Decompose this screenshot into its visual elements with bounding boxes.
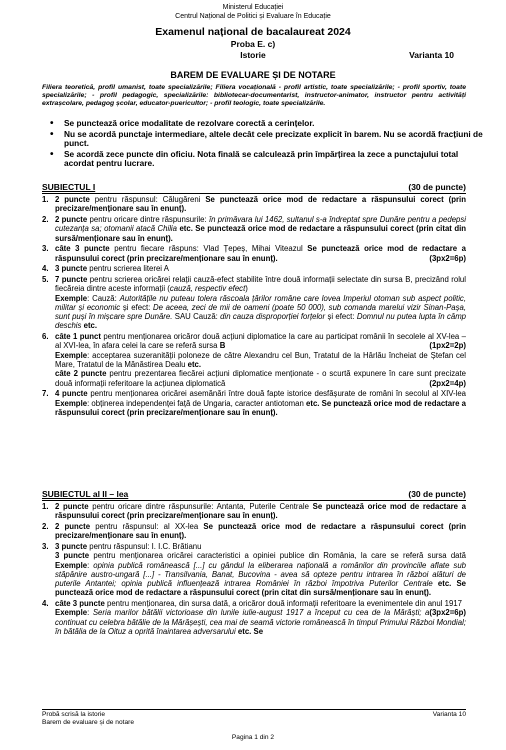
item-text: : acceptarea suzeranității poloneze de către Alexandru cel Bun, Tratatul de la Hârlău încheiat de Ștefan cel Mare, Tratatul de la Mănăstirea Dealu	[55, 350, 466, 369]
item-note: Se punctează orice mod de redactare a răspunsului corect (prin precizare/menționare sau în enunț).	[55, 521, 466, 541]
item-text: pentru menționarea oricărei asemănări între două fapte istorice desfășurate de români în secolul al XIV-lea	[87, 389, 467, 399]
item-text: pentru prezentarea fiecărei acțiuni diplomatice menționate - o scurtă expunere în care sunt precizate două informații referitoare la acțiunea diplomatică	[55, 369, 466, 388]
item-text: pentru menționarea oricărei caracteristici a opiniei publice din România, la care se referă sursa dată	[89, 551, 466, 561]
barem-title: BAREM DE EVALUARE ȘI DE NOTARE	[170, 70, 336, 80]
example-label: Exemple	[55, 608, 88, 618]
item-points: câte 3 puncte	[55, 244, 110, 254]
list-item	[42, 522, 466, 541]
item-text: )	[245, 284, 248, 294]
exam-proba: Proba E. c)	[230, 39, 276, 49]
item-points: 3 puncte	[55, 541, 88, 551]
item-points: 2 puncte	[55, 502, 89, 511]
item-quote: cauză, respectiv efect	[169, 284, 246, 294]
item-score: (3px2=6p)	[429, 253, 466, 263]
item-text: pentru menționarea oricăror două acțiuni diplomatice la care au participat românii în secolele al XV-lea – al XVI-lea, în afara celei la care se referă sursa	[55, 332, 466, 351]
item-quote: din cauza disproporției forțelor	[220, 312, 326, 322]
item-quote: De aceea, zeci de mii de oameni (poate 50 000), sub comanda marelui vizir Sinan-Pașa, sunt puși în mișcare spre Dunăre.	[55, 302, 467, 322]
list-item	[42, 195, 466, 214]
item-note: Se punctează orice mod de redactare a răspunsului corect (prin precizare/menționare sau în enunț).	[55, 502, 466, 521]
list-item	[42, 502, 466, 521]
item-number: 4.	[42, 599, 49, 609]
item-points: câte 2 puncte	[55, 369, 107, 379]
footer-exam: Probă scrisă la istorie	[42, 711, 106, 718]
item-note: Se punctează orice mod de redactare a răspunsului corect (prin precizare/menționare sau în enunț).	[55, 195, 466, 214]
item-example	[55, 351, 466, 370]
example-label: Exemple	[55, 560, 88, 570]
item-points: 4 puncte	[55, 389, 88, 399]
item-number: 3.	[42, 244, 49, 254]
item-number: 4.	[42, 264, 49, 274]
item-points: 2 puncte	[55, 195, 90, 204]
item-quote: în primăvara lui 1462, sultanul s-a îndreptat spre Dunăre pentru a pedepsi cutezanța sa	[55, 214, 466, 234]
item-quote: opinia publică românească [...] cu gândul la eliberarea națională a românilor din provinciile aflate sub stăpânire austro-ungară [...] - Transilvania, Banat, Bucovina - avea să opteze pentru intrarea în război alături de puterile Antantei	[55, 560, 467, 589]
footer-divider	[42, 709, 466, 710]
example-label: Exemple	[55, 350, 88, 360]
item-points: 3 puncte	[55, 551, 90, 561]
footer-barem: Barem de evaluare și de notare	[42, 719, 135, 726]
item-example	[55, 294, 466, 331]
example-label: Exemple	[55, 398, 88, 408]
rule-item: • Nu se acordă punctaje intermediare, altele decât cele precizate explicit în barem. Nu se acordă fracțiuni de punct.	[64, 130, 484, 149]
general-rules	[42, 119, 484, 170]
item-text: : obținerea independenței față de Ungaria, caracter antiotoman	[87, 398, 307, 408]
list-item	[42, 264, 466, 273]
section-1-items	[42, 195, 466, 419]
list-item	[42, 244, 466, 263]
rule-item: • Se punctează orice modalitate de rezolvare corectă a cerințelor.	[64, 119, 484, 129]
item-points: câte 3 puncte	[55, 599, 105, 609]
item-note: etc.	[187, 360, 202, 369]
item-quote: ; otomanii atacă Chilia	[99, 224, 180, 234]
item-text: B	[219, 341, 226, 351]
exam-title: Examenul național de bacalaureat 2024	[155, 26, 351, 38]
item-subpoint	[55, 551, 466, 597]
exam-variant: Varianta 10	[409, 50, 454, 60]
centre-name: Centrul Național de Politici și Evaluare în Educație	[175, 12, 331, 20]
item-quote: ; opinia publică influențează intrarea României în război împotriva Puterilor Centrale	[114, 579, 438, 589]
section-2-points: (30 de puncte)	[408, 489, 466, 499]
section-1-heading	[42, 182, 466, 192]
item-text: pentru răspunsul: I. I.C. Brătianu	[87, 541, 202, 551]
document-header	[0, 4, 506, 21]
page-number: Pagina 1 din 2	[231, 734, 275, 741]
item-text: pentru răspunsul: al XX-lea	[90, 521, 204, 531]
item-number: 2.	[42, 214, 49, 224]
item-text: :	[87, 560, 94, 570]
item-number: 5.	[42, 274, 49, 284]
item-text: pentru oricare dintre răspunsurile:	[87, 214, 209, 224]
item-number: 3.	[42, 541, 49, 551]
list-item	[42, 215, 466, 243]
item-text: și efect:	[120, 302, 154, 312]
footer-variant: Varianta 10	[432, 711, 466, 718]
item-text: pentru scrierea oricărei relații cauză-efect stabilite între două informații selectate din sursa B, precizând rolul fiecăreia dintre aceste informații (	[55, 274, 466, 294]
item-points: 2 puncte	[55, 214, 88, 224]
item-number: 7.	[42, 389, 49, 399]
item-note: etc. Se	[237, 627, 264, 637]
section-2-items	[42, 502, 466, 638]
item-points: 7 puncte	[55, 274, 88, 284]
list-item	[42, 542, 466, 598]
item-points: 2 puncte	[55, 521, 91, 531]
item-score: (2px2=4p)	[429, 378, 466, 388]
filiera-text: Filiera teoretică, profil umanist, toate specializările; Filiera vocațională - profil artistic, toate specializările; - profil sportiv, toate specializările; - profil pedagogic, specializările: bibliotecar-documentarist, instructor-animator, instructor pentru activități extrașcolare, pedagog școlar, educator-puericultor; - profil teologic, toate specializările.	[42, 84, 466, 108]
item-text: :	[87, 608, 93, 618]
item-score: (3px2=6p)	[429, 608, 466, 618]
item-note: etc.	[83, 321, 98, 331]
item-note: etc. Se punctează orice mod de redactare a răspunsului corect (prin citat din sursă/menționare sau în enunț).	[55, 224, 467, 243]
footer-left	[42, 711, 134, 727]
item-number: 6.	[42, 332, 49, 342]
item-text: SAU Cauză:	[172, 312, 221, 322]
section-1-points: (30 de puncte)	[408, 182, 466, 192]
item-number: 1.	[42, 195, 49, 204]
section-1-label: SUBIECTUL I	[42, 182, 96, 192]
item-quote: Domnul nu putea lupta în câmp deschis	[55, 312, 467, 331]
item-number: 2.	[42, 521, 49, 531]
item-quote: ; în bătălia de la Oituz a oprită înaintarea adversarului	[55, 617, 466, 637]
item-note: Se punctează orice mod de redactare a răspunsului corect (prin precizare/menționare sau în enunț).	[55, 244, 466, 263]
item-number: 1.	[42, 502, 49, 511]
item-text: pentru fiecare răspuns: Vlad Țepeș, Mihai Viteazul	[109, 244, 308, 254]
list-item	[42, 599, 466, 636]
item-points: 3 puncte	[55, 264, 88, 274]
section-divider	[42, 500, 466, 501]
list-item	[42, 389, 466, 417]
item-example	[55, 608, 466, 636]
item-text: și efect:	[325, 312, 357, 322]
item-note: etc. Se punctează orice mod de redactare a răspunsului corect (prin citat din sursă/menționare sau în enunț).	[55, 579, 466, 598]
list-item	[42, 332, 466, 388]
ministry-name: Ministerul Educației	[222, 4, 284, 11]
item-score: (1px2=2p)	[429, 341, 466, 351]
item-text: : Cauză:	[87, 293, 120, 303]
item-text: pentru scrierea literei A	[87, 264, 169, 274]
item-text: pentru oricare dintre răspunsurile: Antanta, Puterile Centrale	[88, 502, 313, 511]
item-text: pentru răspunsul: Călugăreni	[89, 195, 206, 204]
example-label: Exemple	[55, 293, 88, 303]
item-note: etc. Se punctează orice mod de redactare a răspunsului corect (prin precizare/menționare sau în enunț).	[55, 398, 466, 417]
item-points: câte 1 punct	[55, 332, 101, 342]
item-text: pentru menționarea, din sursa dată, a oricăror două informații referitoare la evenimentele din anul 1917	[104, 599, 462, 609]
rule-item: • Se acordă zece puncte din oficiu. Nota finală se calculează prin împărțirea la zece a punctajului total acordat pentru lucrare.	[64, 150, 484, 169]
section-2-heading	[42, 489, 466, 499]
section-2-label: SUBIECTUL al II – lea	[42, 489, 129, 499]
item-quote: Seria marilor bătălii victorioase din lunile iulie-august 1917 a început cu cea de la Mărăști; a continuat cu celebra bătălie de la Mărășești, cea mai de seamă victorie românească în timpul Primului Război Mondial	[55, 608, 464, 627]
exam-subject: Istorie	[240, 50, 266, 60]
section-divider	[42, 193, 466, 194]
item-subpoint	[55, 369, 466, 388]
list-item	[42, 275, 466, 331]
item-quote: Autoritățile nu puteau tolera răscoala țărilor române care lovea Imperiul otoman sub aspect politic, militar și economic	[55, 293, 466, 312]
